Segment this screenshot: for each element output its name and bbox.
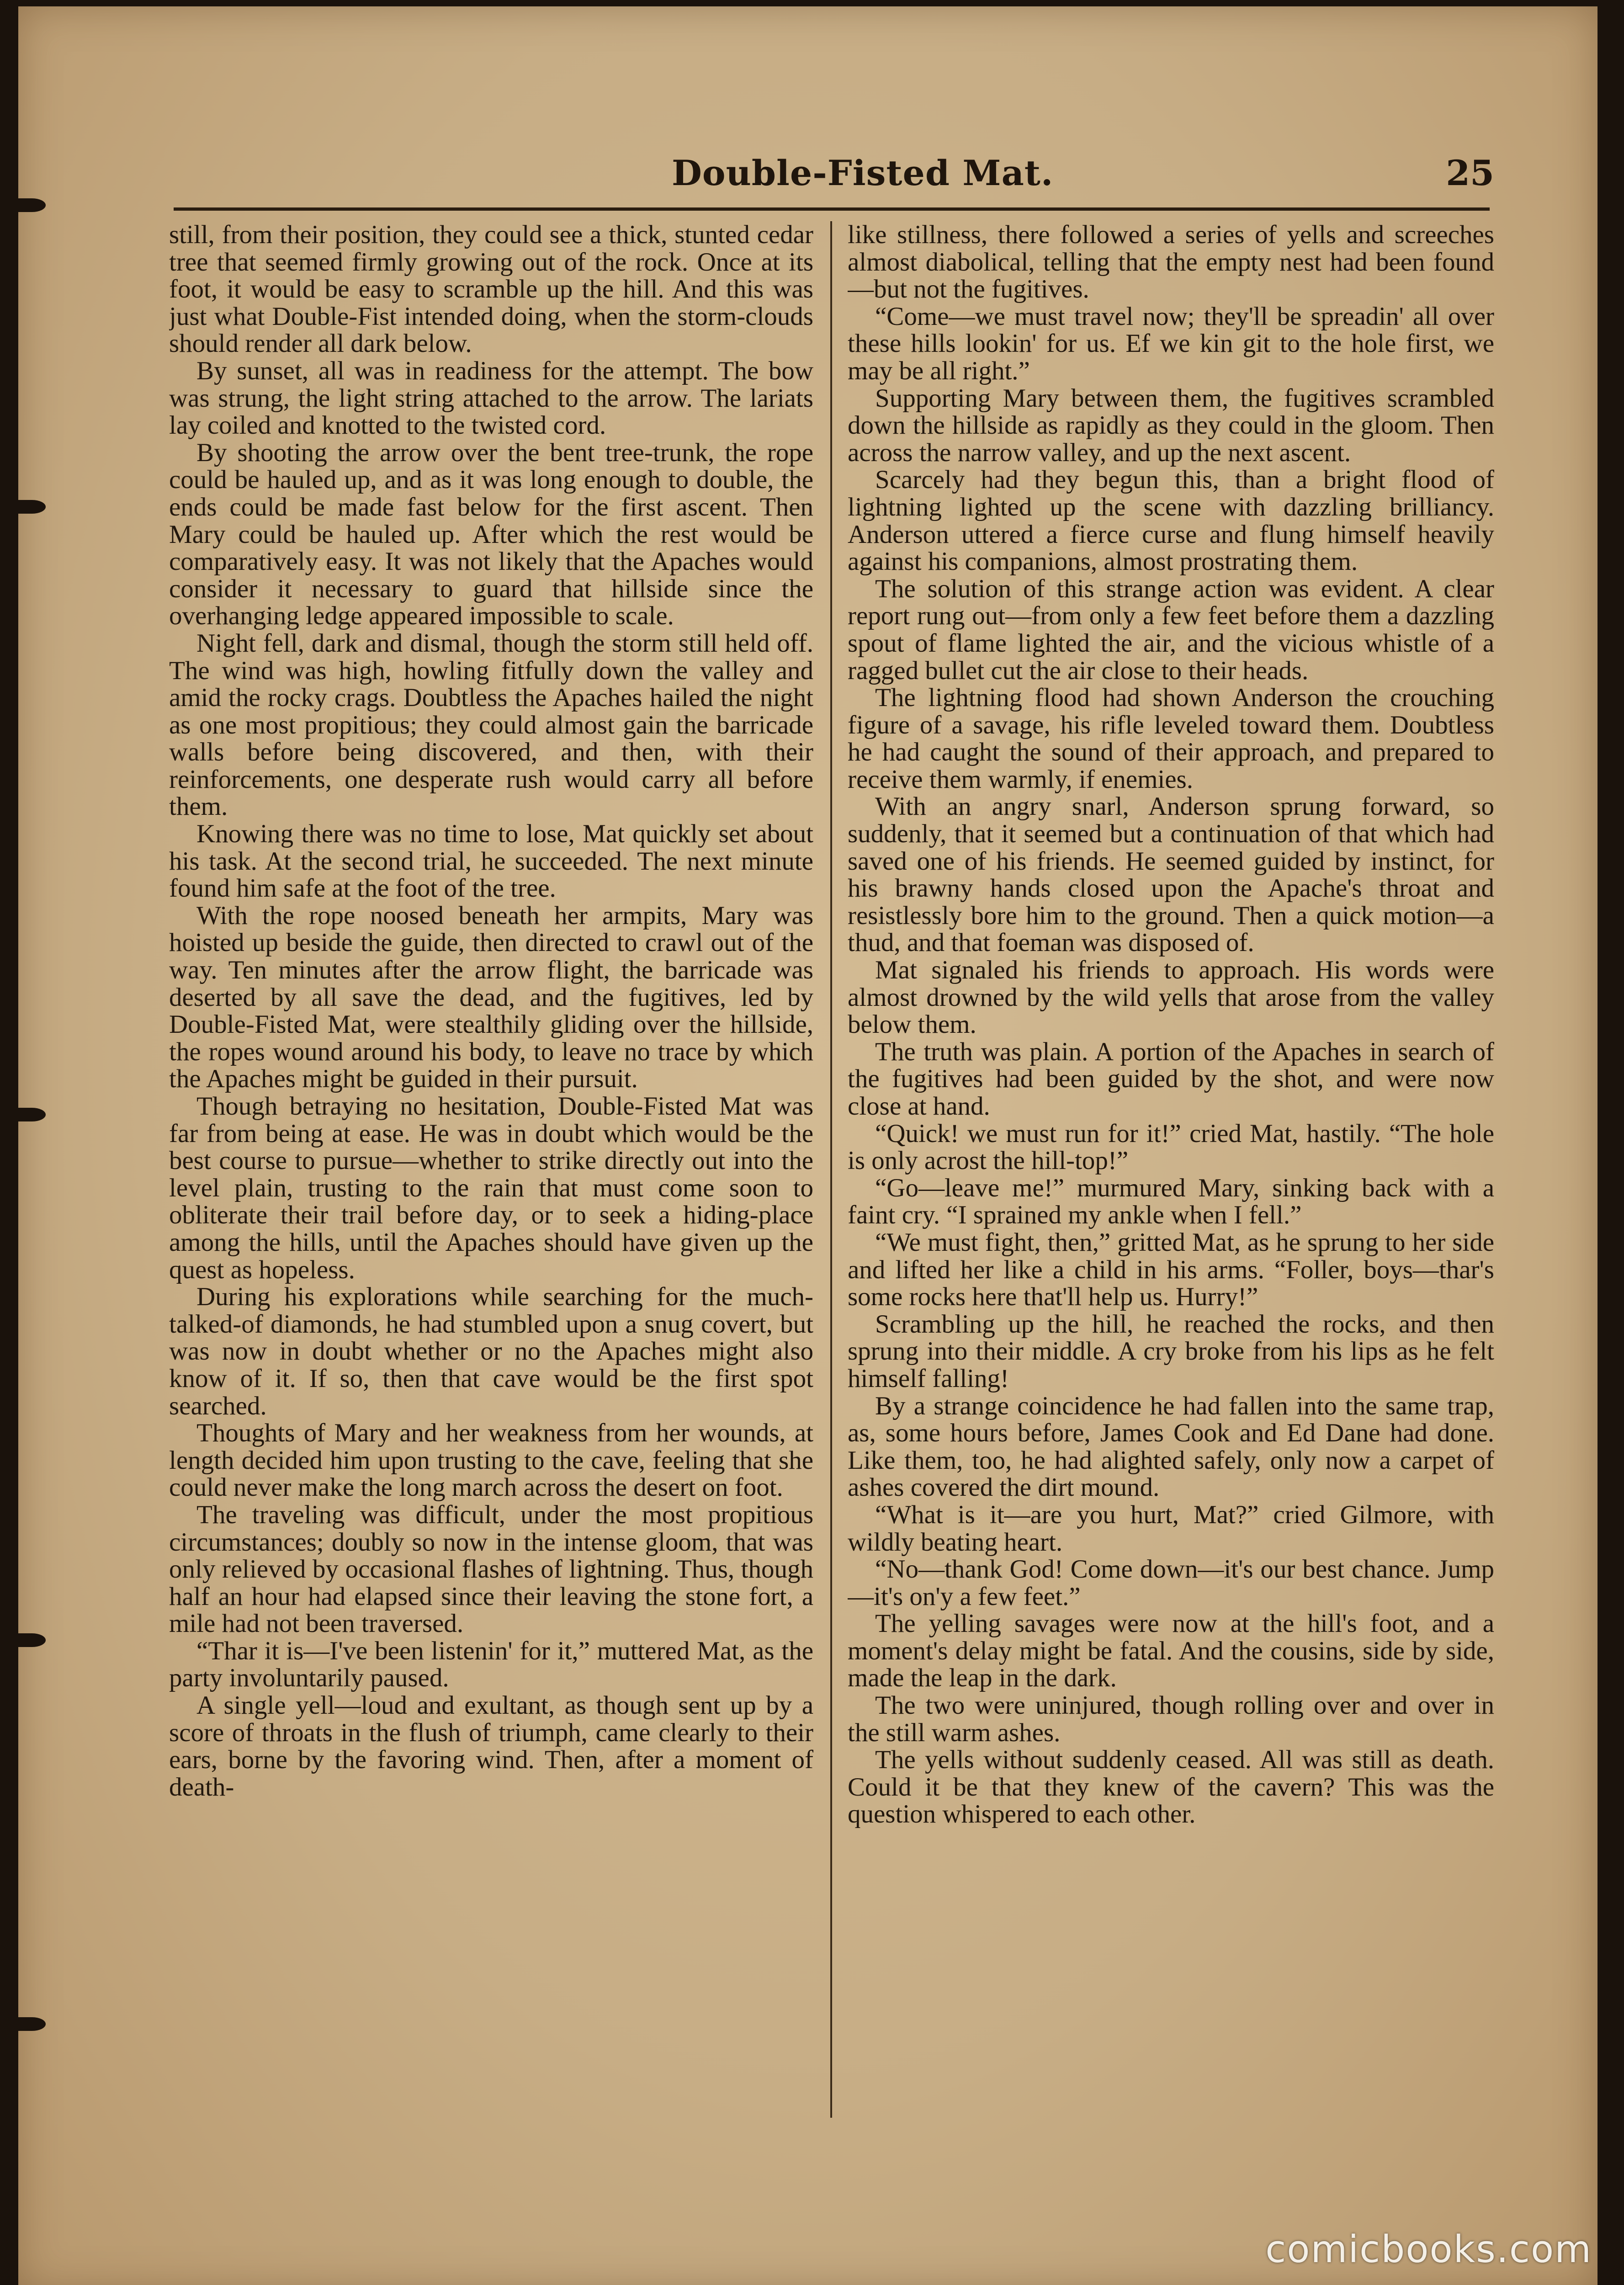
binding-hole (18, 2017, 46, 2031)
running-title: Double-Fisted Mat. (672, 153, 1054, 193)
paragraph: Thoughts of Mary and her weakness from her wounds, at length decided him upon trusting to the cave, feeling that she could never make the long march across the desert on foot. (169, 1419, 813, 1502)
paragraph: like stillness, there followed a series of yells and screeches almost diabolical, telling that the empty nest had been found—but not the fugitives. (848, 221, 1494, 304)
paragraph: By sunset, all was in readiness for the attempt. The bow was strung, the light string attached to the arrow. The lariats lay coiled and knotted to the twisted cord. (169, 356, 813, 440)
paragraph: With the rope noosed beneath her armpits, Mary was hoisted up beside the guide, then directed to crawl out of the way. Ten minutes after the arrow flight, the barricade was deserted by all save the dead, and the fugitives, led by Double-Fisted Mat, were stealthily gliding over the hillside, the ropes wound around his body, to leave no trace by which the Apaches might be guided in their pursuit. (169, 901, 813, 1094)
paragraph: “What is it—are you hurt, Mat?” cried Gilmore, with wildly beating heart. (848, 1500, 1494, 1557)
paragraph: The two were uninjured, though rolling over and over in the still warm ashes. (848, 1691, 1494, 1747)
binding-hole (18, 1108, 46, 1121)
paragraph: The traveling was difficult, under the most propitious circumstances; doubly so now in the intense gloom, that was only relieved by occasional flashes of lightning. Thus, though half an hour had elapsed since their leaving the stone fort, a mile had not been traversed. (169, 1500, 813, 1638)
right-column (848, 221, 1494, 2168)
paragraph: A single yell—loud and exultant, as though sent up by a score of throats in the flush of triumph, came clearly to their ears, borne by the favoring wind. Then, after a moment of death- (169, 1691, 813, 1801)
paragraph: “Thar it is—I've been listenin' for it,” muttered Mat, as the party involuntarily paused. (169, 1636, 813, 1693)
book-page (18, 6, 1597, 2285)
paragraph: Night fell, dark and dismal, though the storm still held off. The wind was high, howling fitfully down the valley and amid the rocky crags. Doubtless the Apaches hailed the night as one most propitious; they could almost gain the barricade walls before being discovered, and then, with their reinforcements, one desperate rush would carry all before them. (169, 628, 813, 821)
paragraph: Mat signaled his friends to approach. His words were almost drowned by the wild yells that arose from the valley below them. (848, 956, 1494, 1039)
paragraph: Scrambling up the hill, he reached the rocks, and then sprung into their middle. A cry broke from his lips as he felt himself falling! (848, 1309, 1494, 1393)
paragraph: By a strange coincidence he had fallen into the same trap, as, some hours before, James Cook and Ed Dane had done. Like them, too, he had alighted safely, only now a carpet of ashes covered the dirt mound. (848, 1391, 1494, 1502)
paragraph: “Quick! we must run for it!” cried Mat, hastily. “The hole is only acrost the hill-top!” (848, 1119, 1494, 1175)
paragraph: Though betraying no hesitation, Double-Fisted Mat was far from being at ease. He was in doubt which would be the best course to pursue—whether to strike directly out into the level plain, trusting to the rain that must come soon to obliterate their trail before day, or to seek a hiding-place among the hills, until the Apaches should have given up the quest as hopeless. (169, 1092, 813, 1284)
paragraph: The yells without suddenly ceased. All was still as death. Could it be that they knew of the cavern? This was the question whispered to each other. (848, 1745, 1494, 1829)
column-divider (830, 221, 832, 2118)
paragraph: Supporting Mary between them, the fugitives scrambled down the hillside as rapidly as they could in the gloom. Then across the narrow valley, and up the next ascent. (848, 383, 1494, 467)
paragraph: With an angry snarl, Anderson sprung forward, so suddenly, that it seemed but a continuation of that which had saved one of his friends. He seemed guided by instinct, for his brawny hands closed upon the Apache's throat and resistlessly bore him to the ground. Then a quick motion—a thud, and that foeman was disposed of. (848, 792, 1494, 957)
binding-holes (18, 6, 55, 2285)
header-rule (174, 207, 1490, 211)
binding-hole (18, 500, 46, 514)
paragraph: “Come—we must travel now; they'll be spreadin' all over these hills lookin' for us. Ef we kin git to the hole first, we may be all right.” (848, 302, 1494, 385)
paragraph: The truth was plain. A portion of the Apaches in search of the fugitives had been guided by the shot, and were now close at hand. (848, 1037, 1494, 1121)
paragraph: The solution of this strange action was evident. A clear report rung out—from only a few feet before them a dazzling spout of flame lighted the air, and the vicious whistle of a ragged bullet cut the air close to their heads. (848, 574, 1494, 685)
left-column (169, 221, 813, 2168)
paragraph: During his explorations while searching for the much-talked-of diamonds, he had stumbled upon a snug covert, but was now in doubt whether or no the Apaches might also know of it. If so, then that cave would be the first spot searched. (169, 1282, 813, 1420)
page-header (169, 143, 1494, 207)
paragraph: By shooting the arrow over the bent tree-trunk, the rope could be hauled up, and as it was long enough to double, the ends could be made fast below for the first ascent. Then Mary could be hauled up. After which the rest would be comparatively easy. It was not likely that the Apaches would consider it necessary to guard that hillside since the overhanging ledge appeared impossible to scale. (169, 438, 813, 631)
page-number: 25 (1446, 153, 1494, 193)
paragraph: “Go—leave me!” murmured Mary, sinking back with a faint cry. “I sprained my ankle when I fell.” (848, 1173, 1494, 1230)
binding-hole (18, 198, 46, 212)
paragraph: Knowing there was no time to lose, Mat quickly set about his task. At the second trial, he succeeded. The next minute found him safe at the foot of the tree. (169, 819, 813, 903)
paragraph: “No—thank God! Come down—it's our best chance. Jump—it's on'y a few feet.” (848, 1555, 1494, 1611)
paragraph: The lightning flood had shown Anderson the crouching figure of a savage, his rifle leveled toward them. Doubtless he had caught the sound of their approach, and prepared to receive them warmly, if enemies. (848, 683, 1494, 794)
paragraph: “We must fight, then,” gritted Mat, as he sprung to her side and lifted her like a child in his arms. “Foller, boys—thar's some rocks here that'll help us. Hurry!” (848, 1228, 1494, 1312)
site-watermark: comicbooks.com (1265, 2228, 1592, 2271)
paragraph: Scarcely had they begun this, than a bright flood of lightning lighted up the scene with dazzling brilliancy. Anderson uttered a fierce curse and flung himself heavily against his companions, almost prostrating them. (848, 465, 1494, 576)
paragraph: The yelling savages were now at the hill's foot, and a moment's delay might be fatal. And the cousins, side by side, made the leap in the dark. (848, 1609, 1494, 1693)
paragraph: still, from their position, they could see a thick, stunted cedar tree that seemed firmly growing out of the rock. Once at its foot, it would be easy to scramble up the hill. And this was just what Double-Fist intended doing, when the storm-clouds should render all dark below. (169, 221, 813, 358)
binding-hole (18, 1633, 46, 1647)
